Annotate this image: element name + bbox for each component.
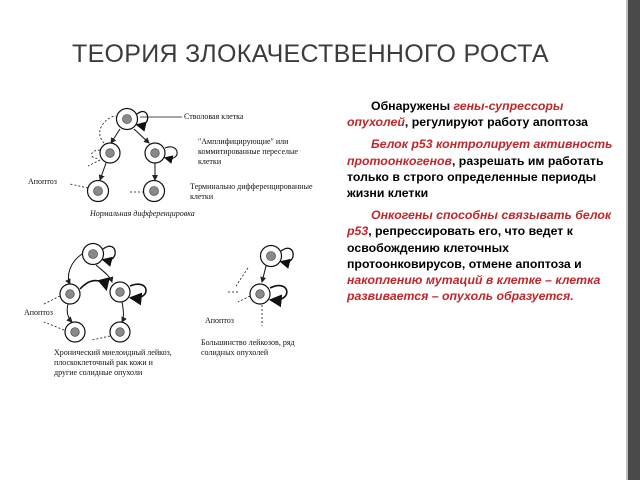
terminal-cell <box>110 322 130 342</box>
leukemia-diagram <box>228 246 293 327</box>
amplifying-cell <box>100 143 120 163</box>
amplifying-cells-label: "Амплифицирующие" или коммитированные переселые клетки <box>198 137 298 166</box>
text-segment: , разрешать им работать только в строго определенные периоды жизни клетки <box>347 153 604 201</box>
slide-title: ТЕОРИЯ ЗЛОКАЧЕСТВЕННОГО РОСТА <box>72 40 549 68</box>
body-text <box>347 98 613 310</box>
paragraph-oncogenes <box>347 207 613 304</box>
amplifying-cell <box>60 284 80 304</box>
apoptosis-label: Апоптоз <box>24 308 53 317</box>
amplifying-cell <box>145 143 165 163</box>
apoptosis-label: Апоптоз <box>205 316 234 325</box>
highlight-text: Онкогены способны связывать белок р53 <box>347 208 612 239</box>
amplifying-cell <box>110 282 130 302</box>
paragraph-suppressor-genes <box>347 98 613 130</box>
stem-cell-label: Стволовая клетка <box>184 112 244 121</box>
stem-cell <box>83 244 104 265</box>
highlight-text: Белок р53 контролирует активность протоонкогенов <box>347 137 613 168</box>
text-segment: Обнаружены <box>371 99 454 113</box>
cml-diagram <box>44 244 146 343</box>
terminal-cell <box>88 181 109 202</box>
slide-edge-strip <box>628 0 640 480</box>
text-segment: , регулируют работу апоптоза <box>404 115 589 130</box>
paragraph-p53 <box>347 136 613 201</box>
stem-cell <box>117 109 138 130</box>
leukemia-caption: Большинство лейкозов, ряд солидных опухолей <box>201 338 295 357</box>
text-segment: , репрессировать его, что ведет к освобождению клеточных протоонковирусов, отмене апоптоза и <box>347 224 582 271</box>
stem-cell <box>261 246 282 267</box>
apoptosis-label: Апоптоз <box>28 177 57 186</box>
highlight-text: гены-супрессоры опухолей <box>347 99 564 130</box>
amplifying-cell <box>250 284 270 304</box>
highlight-text: накоплению мутаций в клетке – клетка развивается – опухоль образуется. <box>347 273 601 304</box>
normal-differentiation-diagram <box>70 109 182 202</box>
cml-caption: Хронический миелоидный лейкоз, плоскоклеточный рак кожи и другие солидные опухоли <box>54 348 172 377</box>
normal-differentiation-caption: Нормальная дифференцировка <box>90 209 195 218</box>
terminal-cell <box>144 181 165 202</box>
terminal-cells-label: Терминально дифференцированные клетки <box>190 182 313 201</box>
terminal-cell <box>65 322 85 342</box>
